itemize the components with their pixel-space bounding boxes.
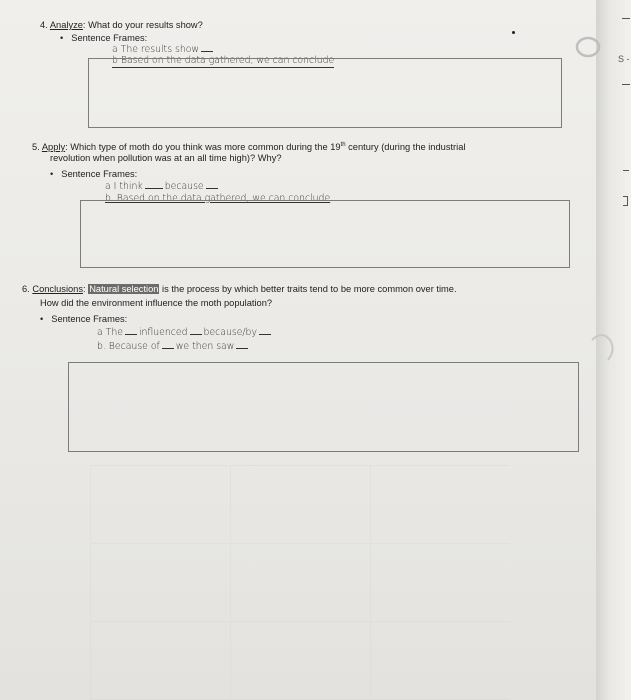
q4-frame-a: a The results show: [112, 44, 215, 56]
q5-frame-b: b. Based on the data gathered, we can conclude: [105, 193, 346, 205]
q4-frame-b: b Based on the data gathered, we can conclude: [112, 55, 335, 66]
question-5-cont: revolution when pollution was at an all time high)? Why?: [50, 153, 282, 163]
question-4: 4. Analyze: What do your results show?: [40, 20, 203, 30]
q6-frame-b: b. Because of we then saw: [97, 341, 250, 353]
q5-frames-heading: • Sentence Frames:: [50, 169, 138, 179]
q6-label: Conclusions: [32, 284, 84, 294]
question-6: 6. Conclusions: Natural selection is the process by which better traits tend to be more common over time.: [22, 284, 457, 294]
question-5: 5. Apply: Which type of moth do you think was more common during the 19th century (during the industrial: [32, 142, 466, 153]
faint-grid-background: [90, 465, 510, 700]
q4-answer-box[interactable]: [88, 58, 562, 128]
q6-answer-box[interactable]: [68, 362, 579, 452]
q6-frame-a: a The influenced because/by: [97, 327, 273, 339]
q4-label: Analyze: [49, 20, 83, 30]
question-6-cont: How did the environment influence the moth population?: [40, 298, 273, 308]
strip-text: S -: [618, 54, 630, 64]
curve-doodle-icon: [588, 330, 618, 366]
q5-frame-a: a I think because: [105, 181, 220, 193]
q4-frames-heading: • Sentence Frames:: [60, 33, 148, 43]
q5-answer-box[interactable]: [80, 200, 570, 268]
highlighted-term: Natural selection: [89, 284, 159, 294]
circle-doodle-icon: [574, 36, 606, 60]
q5-label: Apply: [41, 142, 66, 153]
q6-frames-heading: • Sentence Frames:: [40, 314, 128, 324]
pen-mark: [512, 31, 515, 34]
